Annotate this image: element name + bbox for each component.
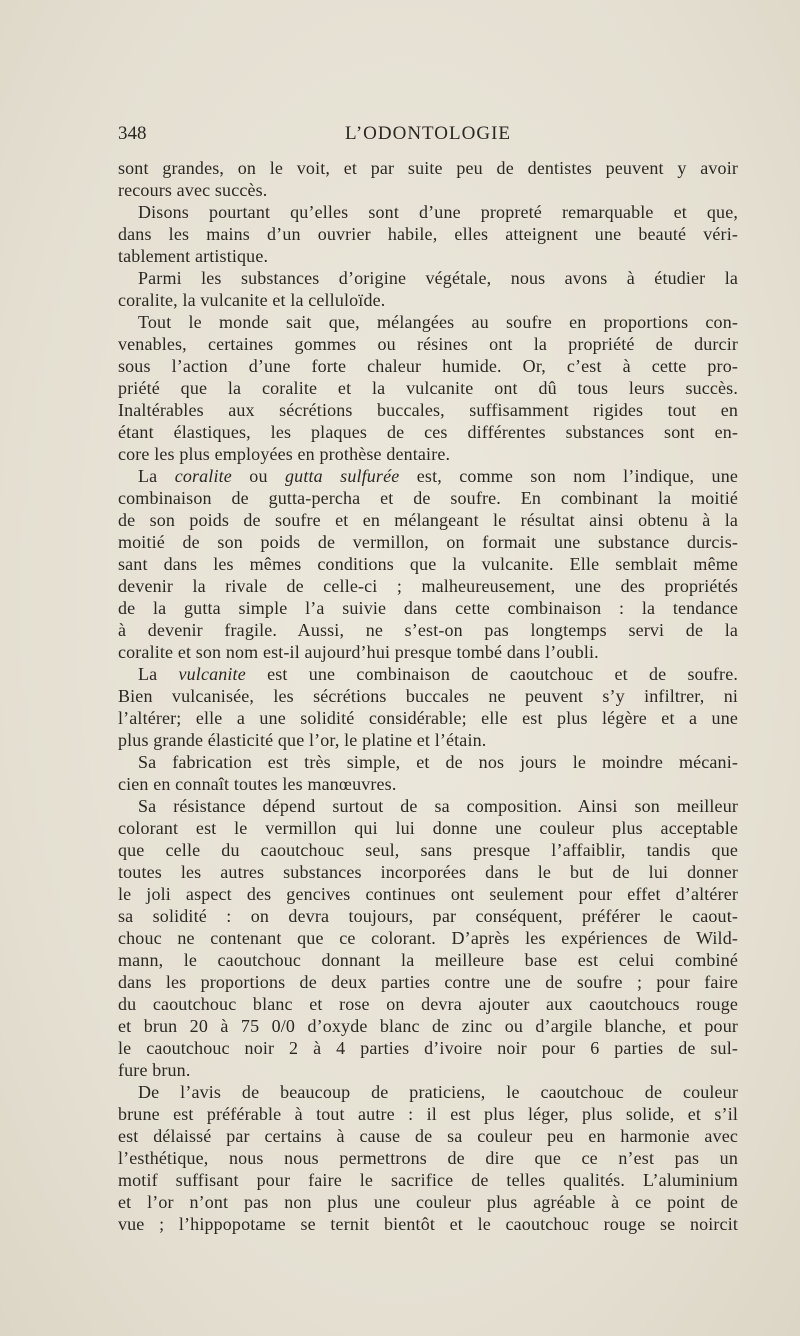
text-line: étant élastiques, les plaques de ces différentes substances sont en- [118,422,738,442]
text-line: core les plus employées en prothèse dentaire. [118,444,451,464]
text-line: à devenir fragile. Aussi, ne s’est-on pas longtemps servi de la [118,620,738,640]
text-line: brune est préférable à tout autre : il est plus léger, plus solide, et s’il [118,1104,738,1124]
text-line: le joli aspect des gencives continues ont seulement pour effet d’altérer [118,884,738,904]
text-line: dans les mains d’un ouvrier habile, elles atteignent une beauté véri- [118,224,738,244]
text-line: que celle du caoutchouc seul, sans presque l’affaiblir, tandis que [118,840,738,860]
text-line: fure brun. [118,1060,191,1080]
page-number: 348 [118,123,147,144]
text-line: colorant est le vermillon qui lui donne une couleur plus acceptable [118,818,738,838]
text-line: l’esthétique, nous nous permettrons de dire que ce n’est pas un [118,1148,738,1168]
page-header [118,123,738,149]
text-line: motif suffisant pour faire le sacrifice de telles qualités. L’aluminium [118,1170,738,1190]
text-line: toutes les autres substances incorporées dans le but de lui donner [118,862,738,882]
text-line: sous l’action d’une forte chaleur humide. Or, c’est à cette pro- [118,356,738,376]
text-line: du caoutchouc blanc et rose on devra ajouter aux caoutchoucs rouge [118,994,738,1014]
text-line: devenir la rivale de celle-ci ; malheureusement, une des propriétés [118,576,738,596]
text-line: De l’avis de beaucoup de praticiens, le caoutchouc de couleur [138,1082,738,1102]
text-line: Parmi les substances d’origine végétale, nous avons à étudier la [138,268,738,288]
text-line: combinaison de gutta-percha et de soufre. En combinant la moitié [118,488,738,508]
text-line: recours avec succès. [118,180,268,200]
text-line: de son poids de soufre et en mélangeant le résultat ainsi obtenu à la [118,510,738,530]
text-line: Inaltérables aux sécrétions buccales, suffisamment rigides tout en [118,400,738,420]
text-line: venables, certaines gommes ou résines ont la propriété de durcir [118,334,738,354]
text-line: sa solidité : on devra toujours, par conséquent, préférer le caout- [118,906,738,926]
text-line: sant dans les mêmes conditions que la vulcanite. Elle semblait même [118,554,738,574]
text-line: et l’or n’ont pas non plus une couleur plus agréable à ce point de [118,1192,738,1212]
text-line: chouc ne contenant que ce colorant. D’après les expériences de Wild- [118,928,738,948]
text-line: priété que la coralite et la vulcanite ont dû tous leurs succès. [118,378,738,398]
text-line: Sa résistance dépend surtout de sa composition. Ainsi son meilleur [138,796,738,816]
text-line: coralite, la vulcanite et la celluloïde. [118,290,386,310]
text-line: l’altérer; elle a une solidité considérable; elle est plus légère et a une [118,708,738,728]
body-text [118,157,738,1235]
text-line: vue ; l’hippopotame se ternit bientôt et le caoutchouc rouge se noircit [118,1214,738,1234]
text-line: de la gutta simple l’a suivie dans cette combinaison : la tendance [118,598,738,618]
text-line: sont grandes, on le voit, et par suite peu de dentistes peuvent y avoir [118,158,738,178]
text-line: tablement artistique. [118,246,269,266]
text-line: Bien vulcanisée, les sécrétions buccales ne peuvent s’y infiltrer, ni [118,686,738,706]
text-line: le caoutchouc noir 2 à 4 parties d’ivoire noir pour 6 parties de sul- [118,1038,738,1058]
text-line: Sa fabrication est très simple, et de nos jours le moindre mécani- [138,752,738,772]
text-line: dans les proportions de deux parties contre une de soufre ; pour faire [118,972,738,992]
text-line: plus grande élasticité que l’or, le platine et l’étain. [118,730,487,750]
text-line: La vulcanite est une combinaison de caoutchouc et de soufre. [138,664,738,684]
text-line: Disons pourtant qu’elles sont d’une propreté remarquable et que, [138,202,738,222]
text-line: mann, le caoutchouc donnant la meilleure base est celui combiné [118,950,738,970]
text-line: Tout le monde sait que, mélangées au soufre en proportions con- [138,312,738,332]
text-line: est délaissé par certains à cause de sa couleur peu en harmonie avec [118,1126,738,1146]
text-line: coralite et son nom est-il aujourd’hui presque tombé dans l’oubli. [118,642,599,662]
text-line: cien en connaît toutes les manœuvres. [118,774,397,794]
running-title: L’ODONTOLOGIE [344,123,512,144]
text-line: moitié de son poids de vermillon, on formait une substance durcis- [118,532,738,552]
text-line: La coralite ou gutta sulfurée est, comme son nom l’indique, une [138,466,738,486]
text-line: et brun 20 à 75 0/0 d’oxyde blanc de zinc ou d’argile blanche, et pour [118,1016,738,1036]
